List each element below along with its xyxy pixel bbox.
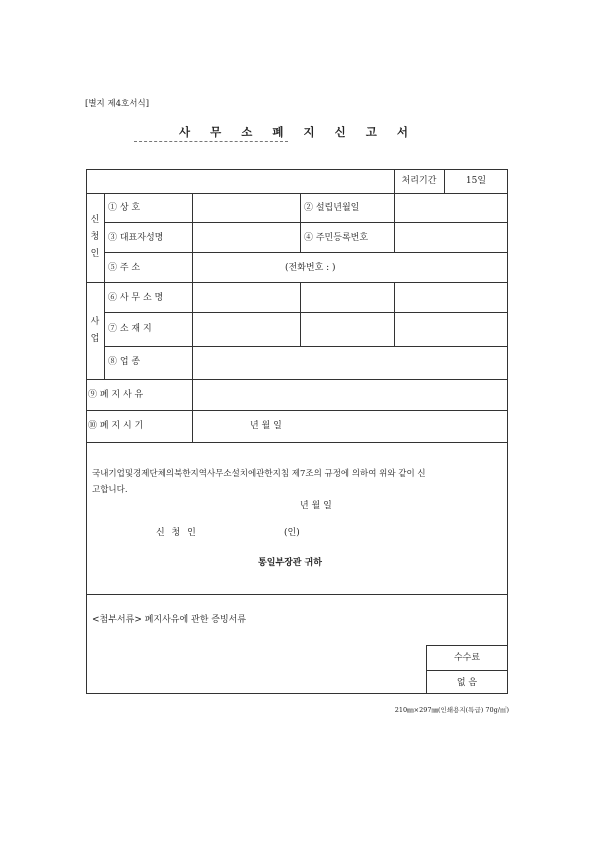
established-date-field[interactable] (395, 194, 507, 221)
address-field[interactable] (193, 253, 507, 281)
form-number-label: [별지 제4호서식] (85, 99, 150, 109)
seal-mark: (인) (284, 528, 300, 538)
closure-date-value[interactable]: 년 월 일 (250, 421, 282, 431)
declaration-applicant-label: 신 청 인 (156, 528, 198, 538)
declaration-date[interactable]: 년 월 일 (300, 501, 332, 511)
attachment-label: <첨부서류> 폐지사유에 관한 증빙서류 (92, 615, 247, 625)
closure-reason-label: ⑨ 폐 지 사 유 (88, 390, 144, 400)
location-field[interactable] (193, 313, 299, 345)
recipient-label: 통일부장관 귀하 (258, 558, 322, 568)
established-date-label: ② 설립년월일 (304, 203, 360, 213)
trade-name-label: ① 상 호 (108, 203, 141, 213)
declaration-text: 국내기업및경제단체의북한지역사무소설치에관한지침 제7조의 규정에 의하여 위와 같이 신 (92, 469, 426, 479)
trade-name-field[interactable] (193, 194, 299, 221)
resident-number-field[interactable] (395, 223, 507, 251)
divider (104, 312, 508, 313)
representative-field[interactable] (193, 223, 299, 251)
title-underline (134, 141, 288, 142)
phone-label: (전화번호 : ) (285, 263, 336, 273)
declaration-text-cont: 고합니다. (92, 485, 128, 495)
fee-value: 없 음 (456, 678, 478, 688)
divider (86, 442, 508, 443)
closure-reason-field[interactable] (193, 380, 507, 409)
industry-field[interactable] (193, 347, 507, 378)
divider (394, 282, 395, 346)
divider (426, 645, 508, 646)
industry-label: ⑧ 업 종 (108, 357, 141, 367)
paper-spec: 210㎜×297㎜(인쇄용지(특급) 70g/㎡) (394, 706, 509, 714)
divider (86, 410, 508, 411)
location-label: ⑦ 소 재 지 (108, 324, 152, 334)
applicant-section-label: 신청인 (90, 215, 100, 259)
divider (86, 594, 508, 595)
divider (300, 193, 301, 252)
divider (300, 282, 301, 346)
representative-label: ③ 대표자성명 (108, 233, 164, 243)
processing-period-value: 15일 (465, 176, 487, 186)
resident-number-label: ④ 주민등록번호 (304, 233, 369, 243)
address-label: ⑤ 주 소 (108, 263, 141, 273)
divider (104, 193, 105, 379)
processing-period-label: 처리기간 (401, 176, 437, 186)
page-title: 사 무 소 폐 지 신 고 서 (179, 125, 416, 139)
divider (426, 670, 508, 671)
office-name-label: ⑥ 사 무 소 명 (108, 293, 164, 303)
business-section-label: 사업 (90, 317, 100, 344)
office-name-field[interactable] (193, 283, 299, 311)
fee-label: 수수료 (453, 653, 481, 663)
closure-date-label: ⑩ 폐 지 시 기 (88, 421, 144, 431)
